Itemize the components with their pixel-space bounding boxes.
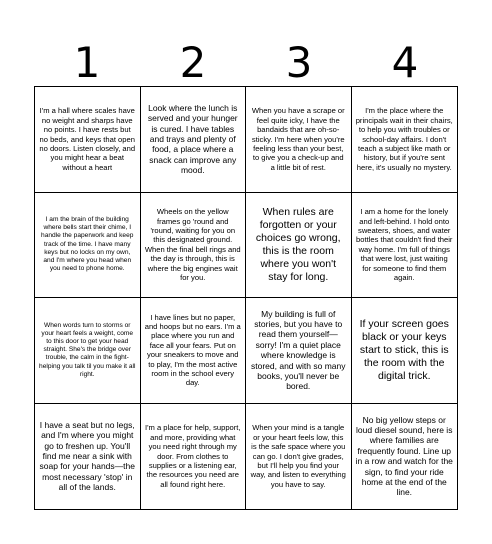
cell-clue: When your mind is a tangle or your heart feels low, this is the safe space where you can go. I don't give grades, but I'll help you find your way, and listen to everything you have to say. [250,423,346,489]
bingo-cell-2-3[interactable] [246,193,352,299]
bingo-cell-3-2[interactable] [141,298,247,404]
cell-clue: No big yellow steps or loud diesel sound, here is where families are frequently found. Line up in a row and watch for the sign, to find your ride home at the end of the line. [355,414,453,498]
bingo-cell-2-1[interactable] [35,193,141,299]
cell-clue: I am a home for the lonely and left-behind. I hold onto sweaters, shoes, and water bottles that couldn't find their way home. I'm full of things that were lost, just waiting for someone to find them again. [356,207,453,282]
bingo-cell-3-3[interactable] [246,298,352,404]
bingo-cell-1-2[interactable] [141,87,247,193]
bingo-cell-1-3[interactable] [246,87,352,193]
column-number-4: 4 [391,38,419,87]
cell-clue: Wheels on the yellow frames go 'round and 'round, waiting for you on this designated ground. When the final bell rings and the day is through, this is where the big engines wait for you. [144,207,241,282]
cell-clue: If your screen goes black or your keys start to stick, this is the room with the digital trick. [359,317,449,382]
bingo-cell-4-3[interactable] [246,404,352,510]
cell-clue: My building is full of stories, but you have to read them yourself—sorry! I'm a quiet place where knowledge is stored, and with so many books, you'll never be bored. [251,308,346,392]
bingo-cell-3-1[interactable] [35,298,141,404]
cell-clue: Look where the lunch is served and your hunger is cured. I have tables and trays and plenty of food, a place where a snack can improve any mood. [147,102,238,176]
bingo-cell-2-2[interactable] [141,193,247,299]
bingo-cell-4-1[interactable] [35,404,141,510]
cell-clue: When rules are forgotten or your choices go wrong, this is the room where you won't stay for long. [255,205,341,283]
bingo-grid [34,86,458,510]
cell-clue: When you have a scrape or feel quite icky, I have the bandaids that are oh-so-sticky. I'm here when you're feeling less than your best, to give you a check-up and a little bit of rest. [251,106,345,172]
bingo-cell-3-4[interactable] [352,298,458,404]
bingo-cell-1-1[interactable] [35,87,141,193]
cell-clue: I have a seat but no legs, and I'm where you might go to freshen up. You'll find me near a sink with soap for your hands—the most necessary 'stop' in all of the lands. [39,419,135,493]
column-number-2: 2 [179,38,207,87]
cell-clue: I am the brain of the building where bells start their chime, I handle the paperwork and keep track of the time. I have many keys but no locks on my own, and I'm where you head when you need to phone home. [41,216,134,273]
bingo-cell-2-4[interactable] [352,193,458,299]
cell-clue: When words turn to storms or your heart feels a weight, come to this door to get your head straight. She's the bridge over trouble, the calm in the fight-helping you talk til you make it all right. [39,321,136,378]
bingo-cell-4-4[interactable] [352,404,458,510]
bingo-cell-4-2[interactable] [141,404,247,510]
cell-clue: I'm a place for help, support, and more, providing what you need right through my door. From clothes to supplies or a listening ear, the resources you need are all found right here. [144,423,241,489]
column-header [34,40,458,86]
column-number-3: 3 [285,38,313,87]
column-number-1: 1 [73,38,101,87]
cell-clue: I have lines but no paper, and hoops but no ears. I'm a place where you run and face all your fears. Put on your sneakers to move and to play, I'm the most active room in the school every day. [144,312,241,388]
cell-clue: I'm a hall where scales have no weight and sharps have no points. I have rests but no beds, and keys that open no doors. Listen closely, and you might hear a beat without a heart [39,106,136,172]
bingo-cell-1-4[interactable] [352,87,458,193]
cell-clue: I'm the place where the principals wait in their chairs, to help you with troubles or school-day affairs. I don't teach a subject like math or history, but if you're sent here, it's usually no mystery. [355,106,453,172]
